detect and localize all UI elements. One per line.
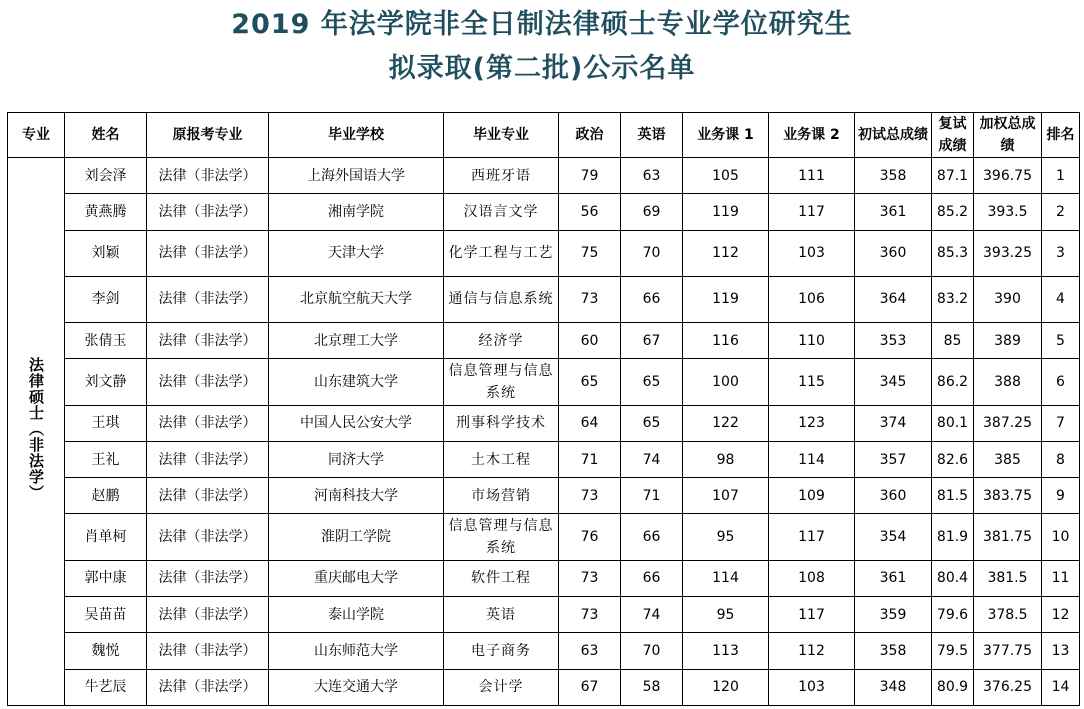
cell-graduate-school: 泰山学院 [269, 597, 444, 633]
cell-graduate-major: 经济学 [444, 323, 559, 359]
cell-initial-total: 353 [855, 323, 932, 359]
cell-name: 李剑 [65, 276, 147, 322]
table-body [8, 158, 1080, 706]
cell-weighted-total: 393.25 [974, 230, 1042, 276]
cell-course-1: 105 [683, 158, 769, 194]
cell-politics: 76 [559, 514, 621, 560]
cell-course-1: 122 [683, 405, 769, 441]
cell-politics: 75 [559, 230, 621, 276]
cell-applied-major: 法律（非法学） [147, 194, 269, 230]
table-row [8, 359, 1080, 405]
cell-graduate-major: 刑事科学技术 [444, 405, 559, 441]
cell-weighted-total: 393.5 [974, 194, 1042, 230]
cell-english: 74 [621, 441, 683, 477]
cell-rank: 8 [1042, 441, 1080, 477]
cell-graduate-school: 北京航空航天大学 [269, 276, 444, 322]
col-header-course-2: 业务课 2 [769, 113, 855, 158]
cell-graduate-major: 会计学 [444, 669, 559, 705]
cell-english: 58 [621, 669, 683, 705]
cell-politics: 71 [559, 441, 621, 477]
table-row [8, 514, 1080, 560]
cell-weighted-total: 381.75 [974, 514, 1042, 560]
col-header-english: 英语 [621, 113, 683, 158]
cell-graduate-major: 汉语言文学 [444, 194, 559, 230]
major-label: 法律硕士（非法学） [27, 356, 45, 501]
cell-retest: 81.9 [932, 514, 974, 560]
cell-course-1: 100 [683, 359, 769, 405]
cell-graduate-major: 西班牙语 [444, 158, 559, 194]
cell-english: 70 [621, 633, 683, 669]
cell-course-1: 120 [683, 669, 769, 705]
cell-rank: 4 [1042, 276, 1080, 322]
cell-politics: 56 [559, 194, 621, 230]
col-header-graduate-major: 毕业专业 [444, 113, 559, 158]
cell-initial-total: 360 [855, 230, 932, 276]
cell-english: 66 [621, 514, 683, 560]
cell-course-2: 108 [769, 560, 855, 596]
cell-course-1: 113 [683, 633, 769, 669]
cell-weighted-total: 381.5 [974, 560, 1042, 596]
cell-graduate-school: 天津大学 [269, 230, 444, 276]
cell-initial-total: 374 [855, 405, 932, 441]
cell-english: 67 [621, 323, 683, 359]
cell-politics: 79 [559, 158, 621, 194]
cell-weighted-total: 383.75 [974, 478, 1042, 514]
cell-politics: 60 [559, 323, 621, 359]
cell-course-1: 112 [683, 230, 769, 276]
cell-rank: 5 [1042, 323, 1080, 359]
cell-politics: 63 [559, 633, 621, 669]
table-row [8, 478, 1080, 514]
cell-rank: 6 [1042, 359, 1080, 405]
cell-graduate-school: 大连交通大学 [269, 669, 444, 705]
cell-name: 魏悦 [65, 633, 147, 669]
cell-rank: 13 [1042, 633, 1080, 669]
cell-applied-major: 法律（非法学） [147, 478, 269, 514]
cell-retest: 87.1 [932, 158, 974, 194]
cell-rank: 10 [1042, 514, 1080, 560]
col-header-initial-total: 初试总成绩 [855, 113, 932, 158]
cell-initial-total: 364 [855, 276, 932, 322]
table-row [8, 323, 1080, 359]
cell-english: 65 [621, 405, 683, 441]
cell-rank: 3 [1042, 230, 1080, 276]
cell-weighted-total: 385 [974, 441, 1042, 477]
cell-initial-total: 361 [855, 560, 932, 596]
cell-applied-major: 法律（非法学） [147, 359, 269, 405]
cell-applied-major: 法律（非法学） [147, 597, 269, 633]
cell-rank: 1 [1042, 158, 1080, 194]
cell-applied-major: 法律（非法学） [147, 158, 269, 194]
cell-weighted-total: 376.25 [974, 669, 1042, 705]
cell-applied-major: 法律（非法学） [147, 633, 269, 669]
cell-english: 69 [621, 194, 683, 230]
table-row [8, 194, 1080, 230]
cell-retest: 85.3 [932, 230, 974, 276]
cell-course-2: 115 [769, 359, 855, 405]
cell-politics: 73 [559, 276, 621, 322]
cell-course-1: 95 [683, 514, 769, 560]
cell-retest: 80.1 [932, 405, 974, 441]
cell-course-2: 103 [769, 230, 855, 276]
cell-course-2: 123 [769, 405, 855, 441]
cell-initial-total: 361 [855, 194, 932, 230]
cell-graduate-school: 淮阴工学院 [269, 514, 444, 560]
col-header-retest: 复试成绩 [932, 113, 974, 158]
cell-course-2: 106 [769, 276, 855, 322]
col-header-applied-major: 原报考专业 [147, 113, 269, 158]
cell-course-2: 112 [769, 633, 855, 669]
col-header-name: 姓名 [65, 113, 147, 158]
cell-applied-major: 法律（非法学） [147, 276, 269, 322]
cell-rank: 7 [1042, 405, 1080, 441]
cell-initial-total: 357 [855, 441, 932, 477]
cell-weighted-total: 377.75 [974, 633, 1042, 669]
cell-rank: 2 [1042, 194, 1080, 230]
cell-course-1: 107 [683, 478, 769, 514]
cell-weighted-total: 387.25 [974, 405, 1042, 441]
cell-retest: 80.9 [932, 669, 974, 705]
cell-course-2: 117 [769, 514, 855, 560]
cell-course-1: 95 [683, 597, 769, 633]
cell-graduate-major: 软件工程 [444, 560, 559, 596]
cell-retest: 86.2 [932, 359, 974, 405]
cell-graduate-major: 电子商务 [444, 633, 559, 669]
cell-course-1: 116 [683, 323, 769, 359]
page-title-line-2: 拟录取(第二批)公示名单 [388, 53, 696, 84]
table-row [8, 158, 1080, 194]
table-row [8, 633, 1080, 669]
cell-course-1: 119 [683, 194, 769, 230]
cell-weighted-total: 390 [974, 276, 1042, 322]
table-row [8, 405, 1080, 441]
cell-graduate-major: 信息管理与信息系统 [444, 514, 559, 560]
table-row [8, 276, 1080, 322]
table-row [8, 230, 1080, 276]
cell-course-2: 117 [769, 597, 855, 633]
cell-applied-major: 法律（非法学） [147, 560, 269, 596]
cell-english: 66 [621, 276, 683, 322]
cell-retest: 83.2 [932, 276, 974, 322]
col-header-weighted-total: 加权总成绩 [974, 113, 1042, 158]
col-header-course-1: 业务课 1 [683, 113, 769, 158]
cell-name: 牛艺辰 [65, 669, 147, 705]
cell-retest: 79.6 [932, 597, 974, 633]
cell-applied-major: 法律（非法学） [147, 441, 269, 477]
cell-retest: 85.2 [932, 194, 974, 230]
cell-applied-major: 法律（非法学） [147, 514, 269, 560]
col-header-graduate-school: 毕业学校 [269, 113, 444, 158]
cell-initial-total: 360 [855, 478, 932, 514]
cell-graduate-school: 河南科技大学 [269, 478, 444, 514]
cell-name: 吴苗苗 [65, 597, 147, 633]
cell-applied-major: 法律（非法学） [147, 230, 269, 276]
cell-graduate-school: 湘南学院 [269, 194, 444, 230]
col-header-politics: 政治 [559, 113, 621, 158]
cell-course-2: 110 [769, 323, 855, 359]
cell-name: 郭中康 [65, 560, 147, 596]
admission-table [7, 112, 1080, 706]
cell-name: 刘颖 [65, 230, 147, 276]
cell-course-1: 119 [683, 276, 769, 322]
table-header-row [8, 113, 1080, 158]
cell-initial-total: 348 [855, 669, 932, 705]
cell-politics: 73 [559, 560, 621, 596]
cell-course-2: 114 [769, 441, 855, 477]
cell-graduate-major: 英语 [444, 597, 559, 633]
cell-name: 赵鹏 [65, 478, 147, 514]
cell-weighted-total: 396.75 [974, 158, 1042, 194]
table-row [8, 597, 1080, 633]
cell-retest: 80.4 [932, 560, 974, 596]
cell-graduate-school: 山东师范大学 [269, 633, 444, 669]
cell-retest: 85 [932, 323, 974, 359]
cell-english: 70 [621, 230, 683, 276]
col-header-rank: 排名 [1042, 113, 1080, 158]
page-title-line-1: 2019 年法学院非全日制法律硕士专业学位研究生 [231, 9, 853, 40]
cell-course-1: 98 [683, 441, 769, 477]
cell-english: 63 [621, 158, 683, 194]
cell-initial-total: 345 [855, 359, 932, 405]
col-header-major: 专业 [8, 113, 65, 158]
cell-course-2: 109 [769, 478, 855, 514]
cell-course-2: 103 [769, 669, 855, 705]
cell-applied-major: 法律（非法学） [147, 669, 269, 705]
cell-name: 王琪 [65, 405, 147, 441]
cell-graduate-school: 北京理工大学 [269, 323, 444, 359]
cell-name: 王礼 [65, 441, 147, 477]
cell-name: 刘会泽 [65, 158, 147, 194]
cell-initial-total: 354 [855, 514, 932, 560]
cell-graduate-school: 上海外国语大学 [269, 158, 444, 194]
cell-name: 黄燕腾 [65, 194, 147, 230]
cell-graduate-major: 化学工程与工艺 [444, 230, 559, 276]
cell-weighted-total: 388 [974, 359, 1042, 405]
cell-politics: 73 [559, 478, 621, 514]
cell-initial-total: 359 [855, 597, 932, 633]
cell-weighted-total: 389 [974, 323, 1042, 359]
cell-name: 肖单柯 [65, 514, 147, 560]
cell-weighted-total: 378.5 [974, 597, 1042, 633]
cell-retest: 81.5 [932, 478, 974, 514]
cell-applied-major: 法律（非法学） [147, 405, 269, 441]
cell-english: 65 [621, 359, 683, 405]
cell-graduate-school: 山东建筑大学 [269, 359, 444, 405]
cell-retest: 82.6 [932, 441, 974, 477]
cell-course-2: 117 [769, 194, 855, 230]
table-row [8, 669, 1080, 705]
cell-graduate-school: 重庆邮电大学 [269, 560, 444, 596]
cell-course-2: 111 [769, 158, 855, 194]
cell-initial-total: 358 [855, 633, 932, 669]
cell-graduate-major: 市场营销 [444, 478, 559, 514]
cell-name: 张倩玉 [65, 323, 147, 359]
table-row [8, 560, 1080, 596]
cell-english: 71 [621, 478, 683, 514]
cell-initial-total: 358 [855, 158, 932, 194]
cell-politics: 73 [559, 597, 621, 633]
major-cell [8, 158, 65, 706]
cell-english: 74 [621, 597, 683, 633]
cell-rank: 12 [1042, 597, 1080, 633]
cell-graduate-major: 土木工程 [444, 441, 559, 477]
cell-politics: 64 [559, 405, 621, 441]
cell-retest: 79.5 [932, 633, 974, 669]
cell-graduate-school: 同济大学 [269, 441, 444, 477]
cell-politics: 67 [559, 669, 621, 705]
cell-applied-major: 法律（非法学） [147, 323, 269, 359]
cell-english: 66 [621, 560, 683, 596]
cell-rank: 14 [1042, 669, 1080, 705]
cell-graduate-school: 中国人民公安大学 [269, 405, 444, 441]
cell-rank: 11 [1042, 560, 1080, 596]
cell-course-1: 114 [683, 560, 769, 596]
cell-graduate-major: 通信与信息系统 [444, 276, 559, 322]
cell-politics: 65 [559, 359, 621, 405]
table-row [8, 441, 1080, 477]
cell-rank: 9 [1042, 478, 1080, 514]
cell-graduate-major: 信息管理与信息系统 [444, 359, 559, 405]
cell-name: 刘文静 [65, 359, 147, 405]
